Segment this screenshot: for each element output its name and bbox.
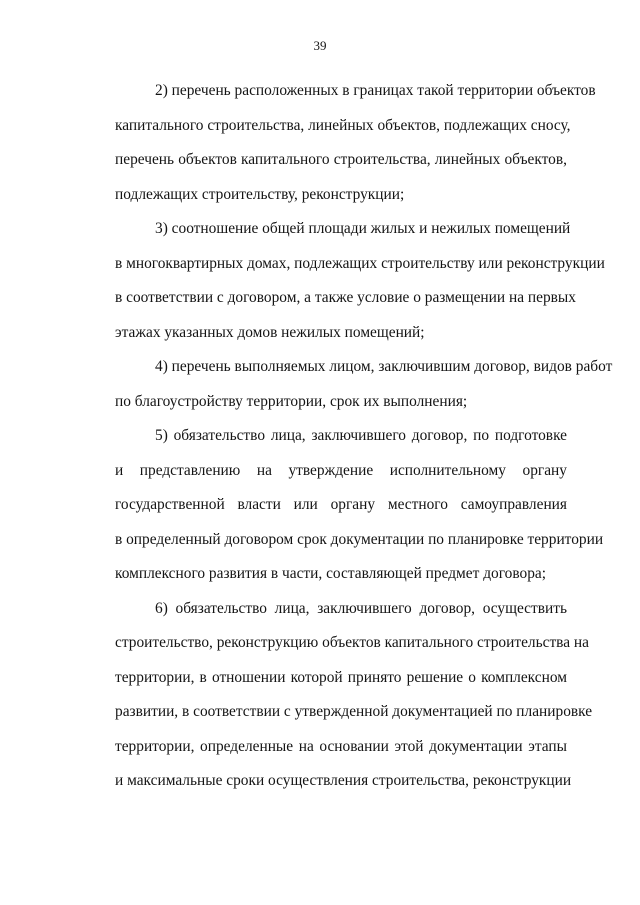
text-line: в соответствии с договором, а также условие о размещении на первых	[115, 289, 576, 306]
text-line: территории, определенные на основании этой документации этапы	[115, 737, 567, 755]
text-line: 6) обязательство лица, заключившего договор, осуществить	[155, 599, 567, 617]
text-line: территории, в отношении которой принято решение о комплексном	[115, 668, 567, 686]
text-line: 3) соотношение общей площади жилых и нежилых помещений	[155, 220, 571, 237]
paragraph-item-3	[75, 212, 605, 350]
paragraph-item-6	[75, 592, 593, 799]
page-number: 39	[313, 38, 327, 53]
text-line: развитии, в соответствии с утвержденной документацией по планировке	[115, 703, 593, 720]
document-body	[75, 74, 613, 799]
text-line: перечень объектов капитального строительства, линейных объектов,	[115, 151, 567, 168]
text-line: строительство, реконструкцию объектов капитального строительства на	[115, 634, 589, 651]
text-line: 5) обязательство лица, заключившего договор, по подготовке	[155, 427, 567, 444]
text-line: 2) перечень расположенных в границах такой территории объектов	[155, 82, 596, 99]
paragraph-item-2	[75, 74, 596, 212]
text-line: в определенный договором срок документации по планировке территории	[115, 530, 604, 548]
paragraph-item-5	[75, 419, 604, 592]
text-line: и представлению на утверждение исполнительному органу	[115, 461, 567, 479]
text-line: в многоквартирных домах, подлежащих строительству или реконструкции	[115, 254, 605, 272]
text-line: капитального строительства, линейных объектов, подлежащих сносу,	[115, 116, 571, 134]
text-line: по благоустройству территории, срок их выполнения;	[115, 392, 468, 410]
text-line: этажах указанных домов нежилых помещений;	[115, 323, 425, 341]
paragraph-item-4	[75, 350, 613, 419]
text-line: 4) перечень выполняемых лицом, заключившим договор, видов работ	[155, 358, 613, 375]
text-line: и максимальные сроки осуществления строительства, реконструкции	[115, 772, 572, 789]
text-line: подлежащих строительству, реконструкции;	[115, 185, 405, 203]
text-line: комплексного развития в части, составляющей предмет договора;	[115, 565, 547, 582]
text-line: государственной власти или органу местного самоуправления	[115, 496, 567, 513]
